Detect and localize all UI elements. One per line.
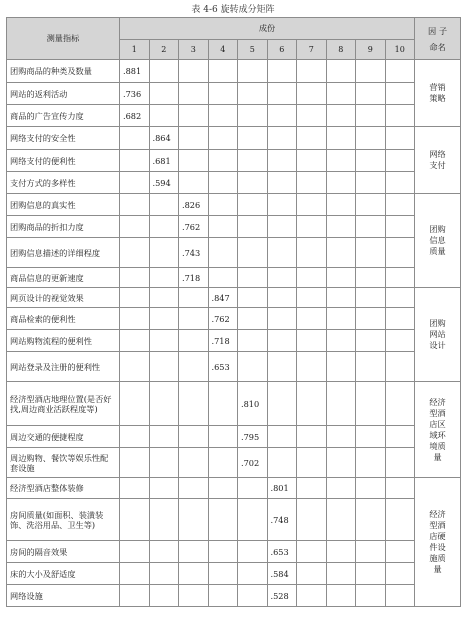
loading-cell-10 (385, 478, 415, 499)
loading-cell-5 (238, 541, 268, 563)
loading-cell-3 (179, 563, 209, 585)
loading-cell-9 (356, 268, 386, 288)
loading-cell-10 (385, 563, 415, 585)
loading-cell-10 (385, 426, 415, 448)
indicator-cell: 周边交通的便捷程度 (7, 426, 120, 448)
loading-cell-2 (149, 105, 179, 127)
table-row (7, 83, 461, 105)
loading-cell-6: .528 (267, 585, 297, 607)
table-row (7, 194, 461, 216)
loading-cell-9 (356, 448, 386, 478)
loading-cell-8 (326, 352, 356, 382)
loading-cell-6 (267, 330, 297, 352)
table-row (7, 352, 461, 382)
loading-cell-2 (149, 194, 179, 216)
indicator-cell: 经济型酒店地理位置(是否好找,周边商业活跃程度等) (7, 382, 120, 426)
loading-cell-9 (356, 216, 386, 238)
loading-cell-4 (208, 105, 238, 127)
loading-cell-6 (267, 288, 297, 308)
loading-cell-6 (267, 268, 297, 288)
loading-cell-8 (326, 127, 356, 150)
loading-cell-9 (356, 105, 386, 127)
loading-cell-6 (267, 83, 297, 105)
loading-cell-4 (208, 448, 238, 478)
table-row (7, 382, 461, 426)
loading-cell-4 (208, 382, 238, 426)
table-body (7, 60, 461, 607)
loading-cell-7 (297, 426, 327, 448)
loading-cell-8 (326, 150, 356, 172)
component-header: 成份 (120, 18, 415, 40)
indicator-cell: 网站的返利活动 (7, 83, 120, 105)
loading-cell-10 (385, 499, 415, 541)
loading-cell-3: .743 (179, 238, 209, 268)
loading-cell-7 (297, 150, 327, 172)
loading-cell-2 (149, 216, 179, 238)
loading-cell-6 (267, 216, 297, 238)
loading-cell-8 (326, 563, 356, 585)
loading-cell-3 (179, 308, 209, 330)
loading-cell-3 (179, 426, 209, 448)
table-row (7, 105, 461, 127)
loading-cell-5 (238, 563, 268, 585)
loading-cell-5 (238, 127, 268, 150)
loading-cell-2: .681 (149, 150, 179, 172)
loading-cell-2: .594 (149, 172, 179, 194)
table-row (7, 585, 461, 607)
rotated-component-matrix-table (6, 17, 461, 607)
loading-cell-2 (149, 268, 179, 288)
loading-cell-8 (326, 382, 356, 426)
loading-cell-6 (267, 382, 297, 426)
indicator-cell: 商品的广告宣传力度 (7, 105, 120, 127)
loading-cell-6 (267, 352, 297, 382)
loading-cell-2 (149, 541, 179, 563)
loading-cell-4 (208, 563, 238, 585)
loading-cell-9 (356, 127, 386, 150)
loading-cell-2 (149, 585, 179, 607)
loading-cell-7 (297, 105, 327, 127)
loading-cell-1 (120, 499, 150, 541)
loading-cell-8 (326, 330, 356, 352)
loading-cell-1 (120, 541, 150, 563)
loading-cell-3 (179, 541, 209, 563)
loading-cell-5 (238, 308, 268, 330)
loading-cell-10 (385, 150, 415, 172)
loading-cell-10 (385, 216, 415, 238)
loading-cell-1 (120, 585, 150, 607)
factor-name-cell: 团购 网站 设计 (415, 288, 461, 382)
loading-cell-10 (385, 541, 415, 563)
indicator-cell: 商品信息的更新速度 (7, 268, 120, 288)
indicator-cell: 床的大小及舒适度 (7, 563, 120, 585)
loading-cell-4 (208, 541, 238, 563)
loading-cell-4: .653 (208, 352, 238, 382)
loading-cell-8 (326, 448, 356, 478)
loading-cell-4 (208, 150, 238, 172)
loading-cell-1: .881 (120, 60, 150, 83)
loading-cell-3 (179, 585, 209, 607)
loading-cell-5 (238, 150, 268, 172)
loading-cell-1 (120, 426, 150, 448)
loading-cell-3 (179, 499, 209, 541)
loading-cell-5 (238, 330, 268, 352)
loading-cell-4: .847 (208, 288, 238, 308)
factor-name-cell: 营销 策略 (415, 60, 461, 127)
loading-cell-6 (267, 448, 297, 478)
loading-cell-4 (208, 194, 238, 216)
loading-cell-4 (208, 426, 238, 448)
loading-cell-2 (149, 478, 179, 499)
indicator-cell: 团购商品的折扣力度 (7, 216, 120, 238)
loading-cell-5 (238, 216, 268, 238)
loading-cell-4 (208, 478, 238, 499)
loading-cell-3 (179, 478, 209, 499)
loading-cell-1 (120, 127, 150, 150)
loading-cell-8 (326, 83, 356, 105)
loading-cell-6 (267, 127, 297, 150)
loading-cell-5: .795 (238, 426, 268, 448)
loading-cell-8 (326, 268, 356, 288)
table-caption: 表 4-6 旋转成分矩阵 (191, 5, 275, 15)
indicator-header: 测量指标 (7, 18, 120, 60)
loading-cell-7 (297, 563, 327, 585)
loading-cell-7 (297, 585, 327, 607)
table-row (7, 150, 461, 172)
loading-cell-9 (356, 60, 386, 83)
loading-cell-2: .864 (149, 127, 179, 150)
loading-cell-6 (267, 105, 297, 127)
indicator-cell: 网页设计的视觉效果 (7, 288, 120, 308)
loading-cell-5 (238, 288, 268, 308)
loading-cell-10 (385, 238, 415, 268)
loading-cell-6 (267, 150, 297, 172)
loading-cell-9 (356, 330, 386, 352)
loading-cell-9 (356, 563, 386, 585)
component-number-5: 5 (238, 40, 268, 60)
loading-cell-1 (120, 382, 150, 426)
component-number-6: 6 (267, 40, 297, 60)
loading-cell-1 (120, 478, 150, 499)
indicator-cell: 团购商品的种类及数量 (7, 60, 120, 83)
loading-cell-2 (149, 352, 179, 382)
loading-cell-1: .682 (120, 105, 150, 127)
loading-cell-1 (120, 563, 150, 585)
indicator-cell: 支付方式的多样性 (7, 172, 120, 194)
loading-cell-4 (208, 60, 238, 83)
loading-cell-4: .718 (208, 330, 238, 352)
loading-cell-4 (208, 268, 238, 288)
loading-cell-10 (385, 127, 415, 150)
loading-cell-7 (297, 478, 327, 499)
loading-cell-3: .718 (179, 268, 209, 288)
loading-cell-2 (149, 238, 179, 268)
loading-cell-4 (208, 238, 238, 268)
loading-cell-2 (149, 563, 179, 585)
table-row (7, 172, 461, 194)
table-row (7, 288, 461, 308)
loading-cell-9 (356, 499, 386, 541)
loading-cell-8 (326, 172, 356, 194)
loading-cell-5: .810 (238, 382, 268, 426)
loading-cell-2 (149, 382, 179, 426)
loading-cell-9 (356, 238, 386, 268)
indicator-cell: 周边购物、餐饮等娱乐性配套设施 (7, 448, 120, 478)
loading-cell-3 (179, 105, 209, 127)
loading-cell-5 (238, 83, 268, 105)
loading-cell-6: .584 (267, 563, 297, 585)
loading-cell-8 (326, 288, 356, 308)
loading-cell-8 (326, 194, 356, 216)
loading-cell-7 (297, 194, 327, 216)
loading-cell-6 (267, 308, 297, 330)
loading-cell-2 (149, 426, 179, 448)
table-row (7, 541, 461, 563)
loading-cell-7 (297, 288, 327, 308)
loading-cell-8 (326, 60, 356, 83)
loading-cell-9 (356, 585, 386, 607)
loading-cell-7 (297, 352, 327, 382)
factor-name-cell: 网络 支付 (415, 127, 461, 194)
loading-cell-5 (238, 352, 268, 382)
loading-cell-4 (208, 172, 238, 194)
loading-cell-3 (179, 60, 209, 83)
loading-cell-8 (326, 308, 356, 330)
table-row (7, 448, 461, 478)
loading-cell-9 (356, 83, 386, 105)
loading-cell-3 (179, 172, 209, 194)
loading-cell-10 (385, 448, 415, 478)
loading-cell-7 (297, 448, 327, 478)
loading-cell-6: .748 (267, 499, 297, 541)
loading-cell-7 (297, 308, 327, 330)
factor-name-cell: 经济 型酒 店硬 件设 施质 量 (415, 478, 461, 607)
loading-cell-9 (356, 541, 386, 563)
indicator-cell: 团购信息的真实性 (7, 194, 120, 216)
loading-cell-7 (297, 382, 327, 426)
table-row (7, 238, 461, 268)
component-number-9: 9 (356, 40, 386, 60)
loading-cell-10 (385, 172, 415, 194)
loading-cell-9 (356, 478, 386, 499)
loading-cell-7 (297, 268, 327, 288)
indicator-cell: 房间质量(如面积、装潢装饰、洗浴用品、卫生等) (7, 499, 120, 541)
loading-cell-2 (149, 330, 179, 352)
loading-cell-4 (208, 585, 238, 607)
loading-cell-7 (297, 499, 327, 541)
loading-cell-3 (179, 382, 209, 426)
loading-cell-7 (297, 172, 327, 194)
loading-cell-7 (297, 541, 327, 563)
indicator-cell: 经济型酒店整体装修 (7, 478, 120, 499)
loading-cell-1 (120, 448, 150, 478)
loading-cell-8 (326, 541, 356, 563)
loading-cell-10 (385, 308, 415, 330)
loading-cell-2 (149, 308, 179, 330)
factor-name-cell: 经济 型酒 店区 域环 境质 量 (415, 382, 461, 478)
table-row (7, 499, 461, 541)
indicator-cell: 房间的隔音效果 (7, 541, 120, 563)
indicator-cell: 网站登录及注册的便利性 (7, 352, 120, 382)
table-row (7, 60, 461, 83)
loading-cell-10 (385, 60, 415, 83)
loading-cell-1 (120, 238, 150, 268)
loading-cell-8 (326, 238, 356, 268)
loading-cell-6 (267, 172, 297, 194)
loading-cell-5: .702 (238, 448, 268, 478)
loading-cell-10 (385, 194, 415, 216)
indicator-cell: 网络设施 (7, 585, 120, 607)
loading-cell-9 (356, 288, 386, 308)
loading-cell-6 (267, 194, 297, 216)
loading-cell-9 (356, 194, 386, 216)
table-row (7, 268, 461, 288)
loading-cell-5 (238, 499, 268, 541)
loading-cell-7 (297, 238, 327, 268)
loading-cell-5 (238, 194, 268, 216)
loading-cell-7 (297, 216, 327, 238)
loading-cell-10 (385, 352, 415, 382)
component-number-4: 4 (208, 40, 238, 60)
loading-cell-9 (356, 382, 386, 426)
loading-cell-10 (385, 268, 415, 288)
loading-cell-6 (267, 426, 297, 448)
loading-cell-10 (385, 83, 415, 105)
loading-cell-3 (179, 288, 209, 308)
factor-name-header: 因 子 命名 (415, 18, 461, 60)
table-row (7, 426, 461, 448)
loading-cell-4 (208, 127, 238, 150)
loading-cell-2 (149, 288, 179, 308)
loading-cell-4 (208, 499, 238, 541)
table-row (7, 308, 461, 330)
table-row (7, 330, 461, 352)
indicator-cell: 网络支付的便利性 (7, 150, 120, 172)
component-number-10: 10 (385, 40, 415, 60)
loading-cell-2 (149, 83, 179, 105)
loading-cell-6 (267, 238, 297, 268)
loading-cell-3 (179, 330, 209, 352)
loading-cell-4 (208, 216, 238, 238)
component-number-2: 2 (149, 40, 179, 60)
loading-cell-1 (120, 268, 150, 288)
loading-cell-5 (238, 238, 268, 268)
loading-cell-3 (179, 83, 209, 105)
loading-cell-1 (120, 172, 150, 194)
loading-cell-1 (120, 216, 150, 238)
loading-cell-10 (385, 105, 415, 127)
loading-cell-4: .762 (208, 308, 238, 330)
loading-cell-5 (238, 60, 268, 83)
loading-cell-8 (326, 478, 356, 499)
loading-cell-8 (326, 426, 356, 448)
loading-cell-1 (120, 308, 150, 330)
loading-cell-6 (267, 60, 297, 83)
loading-cell-1 (120, 330, 150, 352)
loading-cell-3: .826 (179, 194, 209, 216)
loading-cell-1 (120, 194, 150, 216)
loading-cell-7 (297, 83, 327, 105)
loading-cell-9 (356, 172, 386, 194)
loading-cell-2 (149, 448, 179, 478)
loading-cell-5 (238, 478, 268, 499)
loading-cell-2 (149, 499, 179, 541)
table-row (7, 478, 461, 499)
loading-cell-6: .653 (267, 541, 297, 563)
loading-cell-7 (297, 60, 327, 83)
component-number-1: 1 (120, 40, 150, 60)
table-row (7, 216, 461, 238)
indicator-cell: 团购信息描述的详细程度 (7, 238, 120, 268)
loading-cell-3 (179, 127, 209, 150)
loading-cell-2 (149, 60, 179, 83)
component-number-7: 7 (297, 40, 327, 60)
loading-cell-5 (238, 268, 268, 288)
loading-cell-8 (326, 585, 356, 607)
component-number-3: 3 (179, 40, 209, 60)
table-header (7, 18, 461, 60)
factor-name-cell: 团购 信息 质量 (415, 194, 461, 288)
loading-cell-5 (238, 105, 268, 127)
loading-cell-8 (326, 499, 356, 541)
loading-cell-1: .736 (120, 83, 150, 105)
loading-cell-3: .762 (179, 216, 209, 238)
table-row (7, 127, 461, 150)
table-row (7, 563, 461, 585)
loading-cell-7 (297, 330, 327, 352)
loading-cell-5 (238, 172, 268, 194)
loading-cell-1 (120, 352, 150, 382)
loading-cell-3 (179, 448, 209, 478)
loading-cell-8 (326, 105, 356, 127)
loading-cell-10 (385, 585, 415, 607)
loading-cell-6: .801 (267, 478, 297, 499)
loading-cell-3 (179, 352, 209, 382)
loading-cell-10 (385, 330, 415, 352)
loading-cell-9 (356, 352, 386, 382)
loading-cell-1 (120, 150, 150, 172)
indicator-cell: 网络支付的安全性 (7, 127, 120, 150)
loading-cell-1 (120, 288, 150, 308)
loading-cell-10 (385, 382, 415, 426)
indicator-cell: 商品检索的便利性 (7, 308, 120, 330)
loading-cell-9 (356, 426, 386, 448)
loading-cell-8 (326, 216, 356, 238)
loading-cell-4 (208, 83, 238, 105)
loading-cell-5 (238, 585, 268, 607)
loading-cell-9 (356, 308, 386, 330)
component-number-8: 8 (326, 40, 356, 60)
loading-cell-7 (297, 127, 327, 150)
loading-cell-3 (179, 150, 209, 172)
loading-cell-9 (356, 150, 386, 172)
loading-cell-10 (385, 288, 415, 308)
indicator-cell: 网站购物流程的便利性 (7, 330, 120, 352)
